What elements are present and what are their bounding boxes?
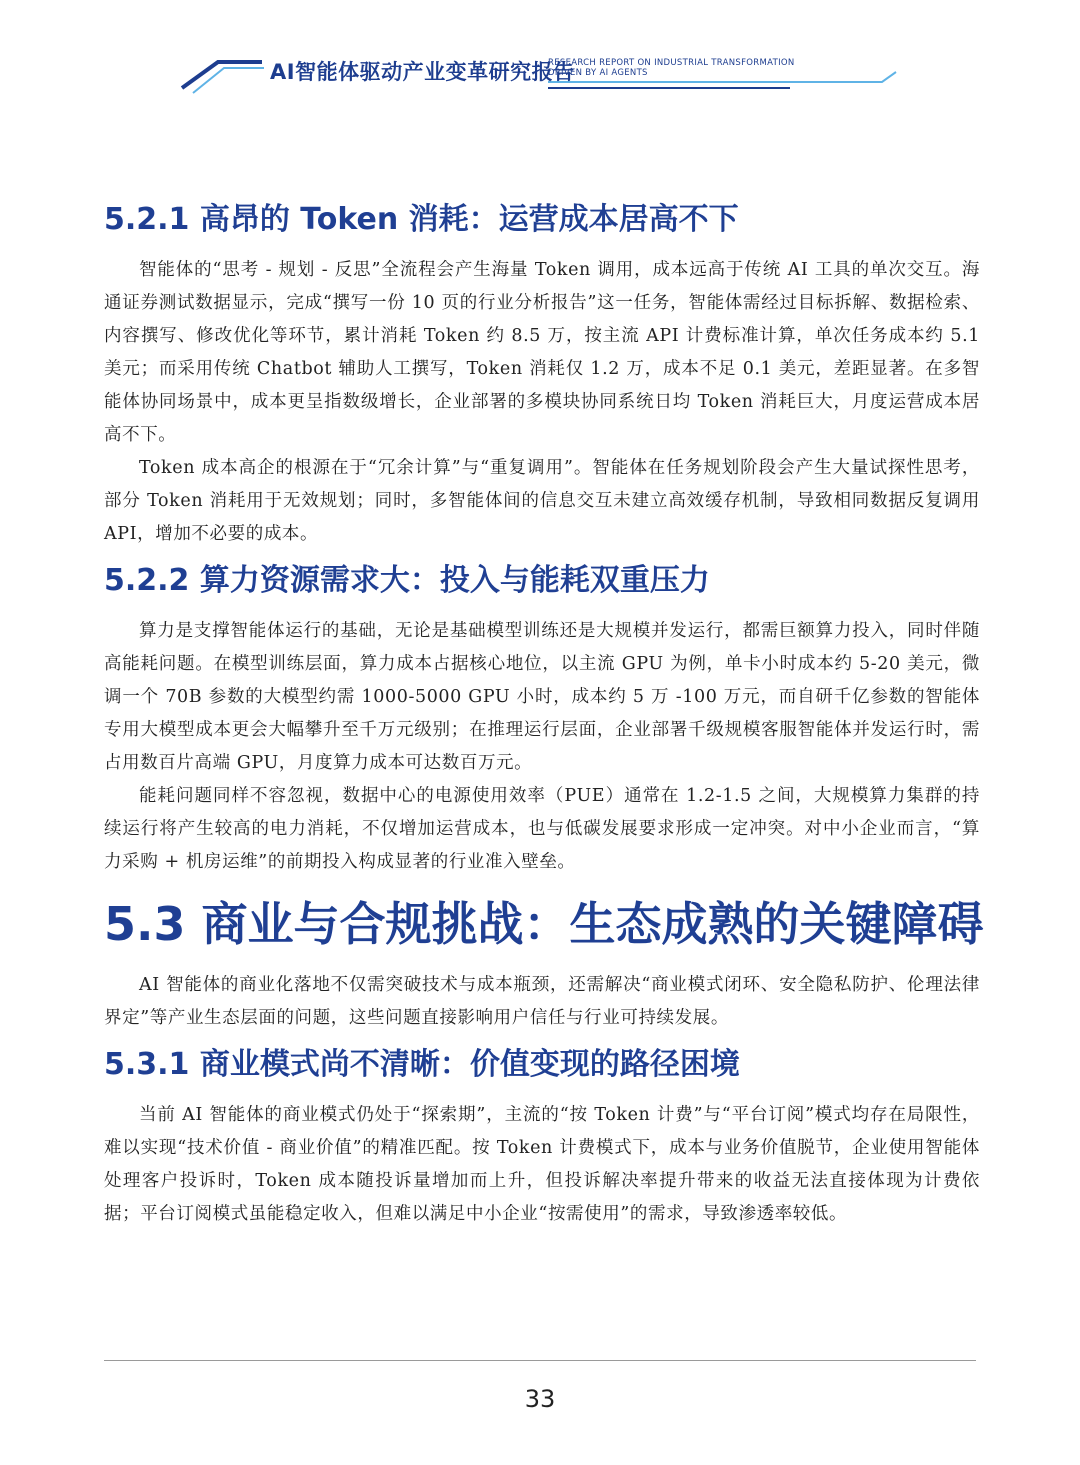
section-5-3-heading: 5.3 商业与合规挑战：生态成熟的关键障碍 <box>104 897 984 951</box>
section-5-2-2-heading: 5.2.2 算力资源需求大：投入与能耗双重压力 <box>104 563 710 598</box>
report-subtitle-line1: RESEARCH REPORT ON INDUSTRIAL TRANSFORMATION <box>548 58 795 68</box>
page-number: 33 <box>524 1385 556 1413</box>
section-5-2-1-paragraph-1: 智能体的“思考 - 规划 - 反思”全流程会产生海量 Token 调用，成本远高于传统 AI 工具的单次交互。海通证券测试数据显示，完成“撰写一份 10 页的行业分析报告”这一任务，智能体需经过目标拆解、数据检索、内容撰写、修改优化等环节，累计消耗 Token 约 8.5 万，按主流 API 计费标准计算，单次任务成本约 5.1 美元；而采用传统 Chatbot 辅助人工撰写，Token 消耗仅 1.2 万，成本不足 0.1 美元，差距显著。在多智能体协同场景中，成本更呈指数级增长，企业部署的多模块协同系统日均 Token 消耗巨大，月度运营成本居高不下。 <box>104 260 980 445</box>
section-5-2-1-paragraph-2: Token 成本高企的根源在于“冗余计算”与“重复调用”。智能体在任务规划阶段会产生大量试探性思考，部分 Token 消耗用于无效规划；同时，多智能体间的信息交互未建立高效缓存机制，导致相同数据反复调用 API，增加不必要的成本。 <box>104 458 980 544</box>
section-5-3-1-paragraph-1: 当前 AI 智能体的商业模式仍处于“探索期”，主流的“按 Token 计费”与“平台订阅”模式均存在局限性，难以实现“技术价值 - 商业价值”的精准匹配。按 Token 计费模式下，成本与业务价值脱节，企业使用智能体处理客户投诉时，Token 成本随投诉量增加而上升，但投诉解决率提升带来的收益无法直接体现为计费依据；平台订阅模式虽能稳定收入，但难以满足中小企业“按需使用”的需求，导致渗透率较低。 <box>104 1105 980 1224</box>
page-header <box>0 0 1080 110</box>
report-title: AI智能体驱动产业变革研究报告 <box>270 60 575 84</box>
section-5-3-1-heading: 5.3.1 商业模式尚不清晰：价值变现的路径困境 <box>104 1047 740 1082</box>
section-5-2-2-paragraph-2: 能耗问题同样不容忽视，数据中心的电源使用效率（PUE）通常在 1.2-1.5 之间，大规模算力集群的持续运行将产生较高的电力消耗，不仅增加运营成本，也与低碳发展要求形成一定冲突。对中小企业而言，“算力采购 + 机房运维”的前期投入构成显著的行业准入壁垒。 <box>104 786 980 872</box>
page-content <box>104 198 984 1231</box>
section-5-2-1-heading: 5.2.1 高昂的 Token 消耗：运营成本居高不下 <box>104 202 739 237</box>
report-subtitle-line2: DRIVEN BY AI AGENTS <box>548 68 648 78</box>
section-5-2-2-paragraph-1: 算力是支撑智能体运行的基础，无论是基础模型训练还是大规模并发运行，都需巨额算力投入，同时伴随高能耗问题。在模型训练层面，算力成本占据核心地位，以主流 GPU 为例，单卡小时成本约 5-20 美元，微调一个 70B 参数的大模型约需 1000-5000 GPU 小时，成本约 5 万 -100 万元，而自研千亿参数的智能体专用大模型成本更会大幅攀升至千万元级别；在推理运行层面，企业部署千级规模客服智能体并发运行时，需占用数百片高端 GPU，月度算力成本可达数百万元。 <box>104 621 980 773</box>
header-decoration <box>0 0 1080 110</box>
section-5-3-paragraph-1: AI 智能体的商业化落地不仅需突破技术与成本瓶颈，还需解决“商业模式闭环、安全隐私防护、伦理法律界定”等产业生态层面的问题，这些问题直接影响用户信任与行业可持续发展。 <box>104 975 980 1028</box>
report-subtitle-en <box>548 58 795 78</box>
footer-divider <box>104 1360 976 1361</box>
